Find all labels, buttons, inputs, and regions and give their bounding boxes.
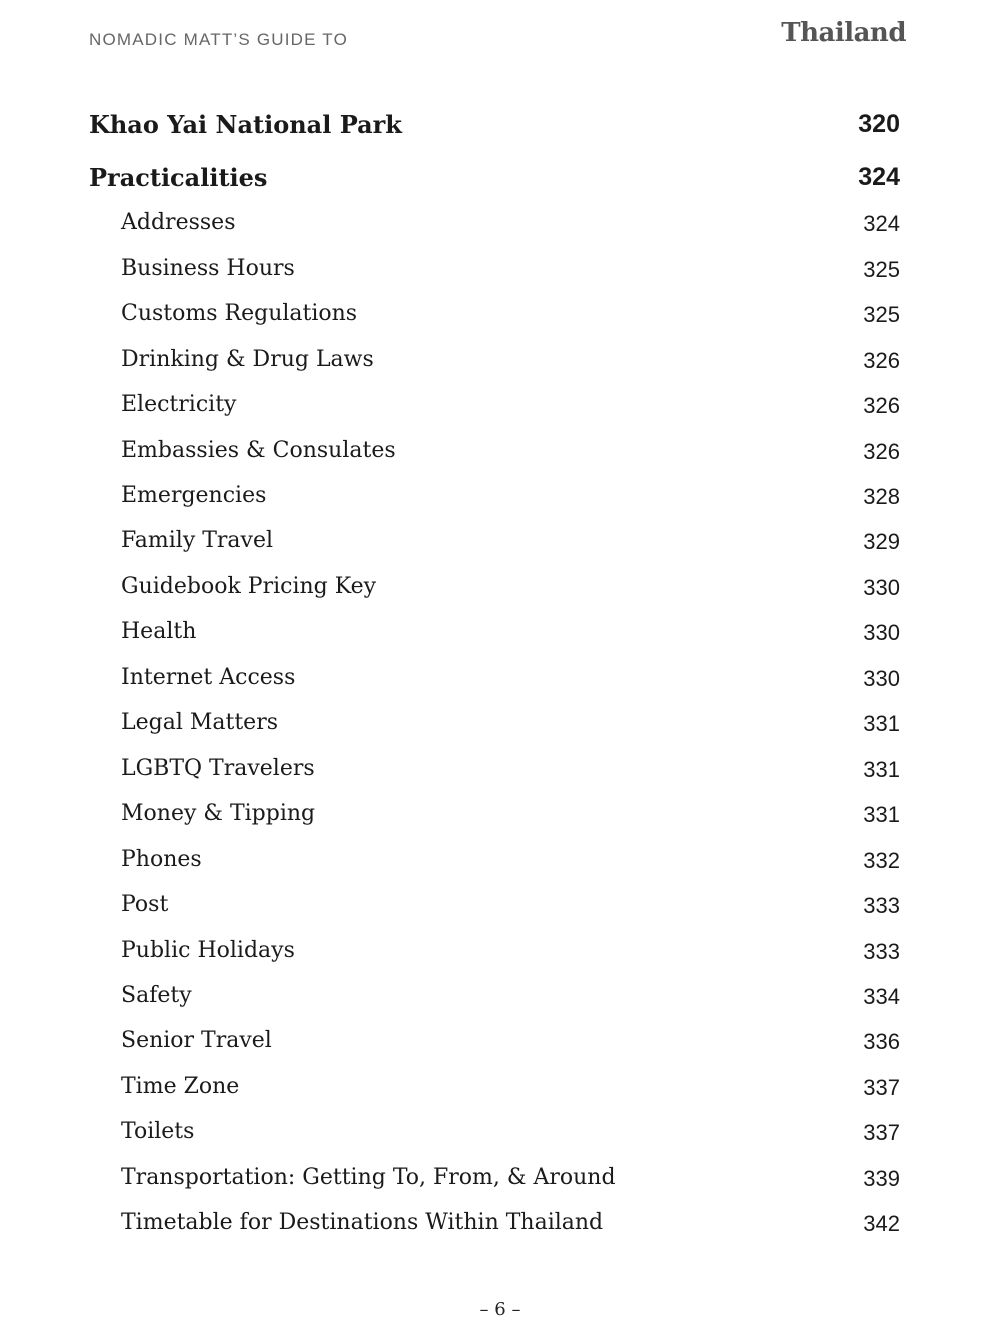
toc-entry-page: 330 [863,575,900,600]
toc-entry-title: Senior Travel [121,1028,272,1053]
toc-entry-title: Legal Matters [121,710,279,735]
toc-entry-title: Addresses [121,210,236,235]
toc-entry-title: Embassies & Consulates [121,438,396,463]
toc-entry-title: Timetable for Destinations Within Thailand [121,1210,604,1235]
toc-entry-page: 331 [863,711,900,736]
toc-entry-page: 326 [863,393,900,418]
guide-series-label: NOMADIC MATT’S GUIDE TO [89,30,349,49]
toc-entry-page: 325 [863,257,900,282]
toc-entry-title: Toilets [121,1119,195,1144]
toc-entry[interactable] [0,619,1000,659]
toc-entry-title: Guidebook Pricing Key [121,574,377,599]
toc-entry-page: 331 [863,802,900,827]
toc-entry-title: Customs Regulations [121,301,358,326]
toc-entry-title: Family Travel [121,528,274,553]
toc-entry[interactable] [0,983,1000,1023]
toc-entry-page: 336 [863,1029,900,1054]
toc-entry-page: 329 [863,529,900,554]
toc-entry[interactable] [0,301,1000,341]
toc-entry[interactable] [0,163,1000,203]
toc-entry[interactable] [0,892,1000,932]
toc-entry[interactable] [0,1165,1000,1205]
toc-entry[interactable] [0,710,1000,750]
toc-entry-title: LGBTQ Travelers [121,756,315,781]
toc-entry[interactable] [0,1074,1000,1114]
toc-entry-page: 324 [863,211,900,236]
toc-entry-page: 342 [863,1211,900,1236]
toc-entry[interactable] [0,1210,1000,1250]
toc-entry-page: 320 [858,110,900,138]
toc-entry[interactable] [0,347,1000,387]
toc-entry-page: 326 [863,348,900,373]
toc-entry-page: 337 [863,1075,900,1100]
toc-entry-page: 326 [863,439,900,464]
toc-entry-page: 330 [863,666,900,691]
toc-entry-title: Public Holidays [121,938,295,963]
toc-entry[interactable] [0,392,1000,432]
toc-entry-title: Business Hours [121,256,295,281]
toc-entry-title: Electricity [121,392,237,417]
toc-entry[interactable] [0,574,1000,614]
toc-entry-page: 328 [863,484,900,509]
toc-entry-title: Health [121,619,197,644]
toc-entry-title: Time Zone [121,1074,240,1099]
toc-entry-title: Safety [121,983,192,1008]
toc-entry-title: Emergencies [121,483,267,508]
toc-entry[interactable] [0,801,1000,841]
toc-entry[interactable] [0,210,1000,250]
toc-entry-page: 330 [863,620,900,645]
toc-entry-title: Money & Tipping [121,801,316,826]
toc-entry[interactable] [0,756,1000,796]
toc-entry[interactable] [0,665,1000,705]
toc-entry-page: 325 [863,302,900,327]
toc-entry-page: 331 [863,757,900,782]
toc-entry[interactable] [0,438,1000,478]
toc-entry[interactable] [0,528,1000,568]
toc-entry[interactable] [0,483,1000,523]
toc-entry-title: Phones [121,847,202,872]
page-number: – 6 – [479,1299,521,1320]
toc-entry-page: 324 [858,163,900,191]
toc-entry-page: 339 [863,1166,900,1191]
toc-entry-title: Khao Yai National Park [89,110,402,139]
toc-entry-title: Drinking & Drug Laws [121,347,374,372]
toc-entry[interactable] [0,1028,1000,1068]
toc-entry-page: 332 [863,848,900,873]
toc-entry[interactable] [0,847,1000,887]
toc-entry[interactable] [0,938,1000,978]
guide-title-logo: Thailand [781,18,906,48]
toc-entry-title: Transportation: Getting To, From, & Around [121,1165,616,1190]
toc-entry-title: Internet Access [121,665,296,690]
page-header [0,0,1000,80]
toc-entry[interactable] [0,256,1000,296]
toc-entry-page: 337 [863,1120,900,1145]
toc-entry-page: 333 [863,893,900,918]
toc-entry[interactable] [0,110,1000,150]
toc-entry-page: 334 [863,984,900,1009]
toc-entry-title: Post [121,892,169,917]
toc-entry[interactable] [0,1119,1000,1159]
toc-entry-title: Practicalities [89,163,268,192]
toc-entry-page: 333 [863,939,900,964]
